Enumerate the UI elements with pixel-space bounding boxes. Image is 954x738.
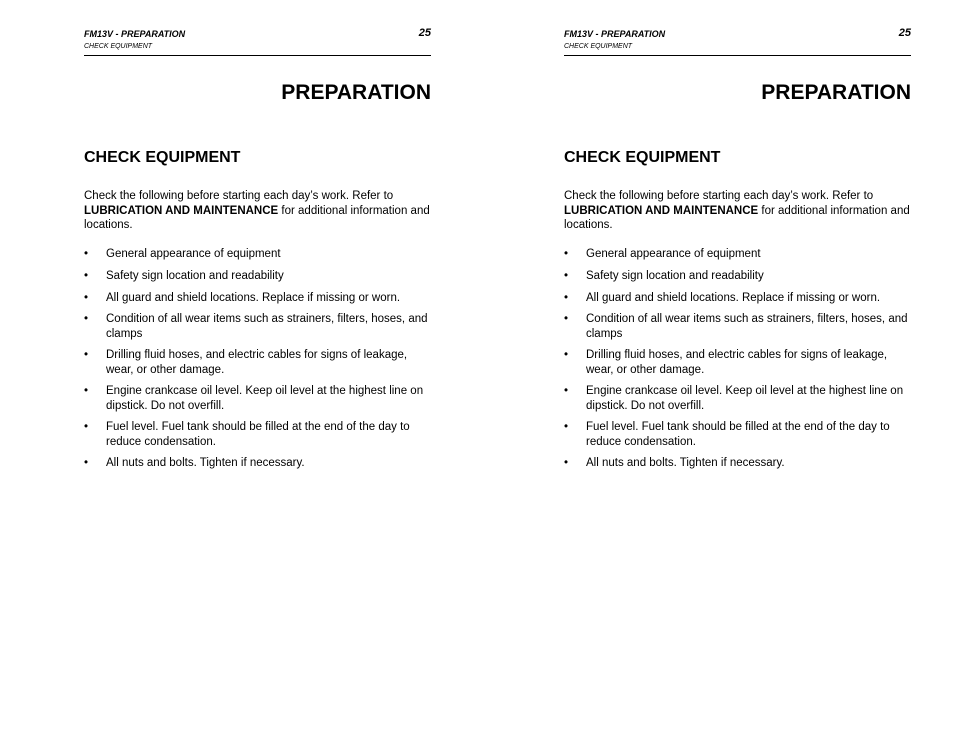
- checklist-item-text: Condition of all wear items such as strainers, filters, hoses, and clamps: [106, 313, 428, 340]
- bullet-icon: •: [564, 291, 569, 304]
- checklist-item: [564, 420, 911, 448]
- bullet-icon: •: [84, 248, 89, 260]
- checklist-item-text: Engine crankcase oil level. Keep oil level at the highest line on dipstick. Do not overfill.: [586, 385, 904, 412]
- bullet-icon: •: [84, 457, 89, 470]
- intro-text-start: Check the following before starting each day’s work. Refer to: [564, 190, 874, 202]
- checklist-item: [84, 247, 431, 261]
- checklist-item-text: All guard and shield locations. Replace if missing or worn.: [106, 291, 401, 304]
- page-number: 25: [418, 27, 431, 39]
- intro-text-start: Check the following before starting each day’s work. Refer to: [84, 190, 394, 202]
- section-title: CHECK EQUIPMENT: [84, 149, 241, 166]
- document-page-left: [84, 0, 431, 738]
- header-title: FM13V - PREPARATION: [84, 29, 186, 39]
- bullet-icon: •: [564, 421, 569, 434]
- checklist-item-text: Condition of all wear items such as strainers, filters, hoses, and clamps: [586, 313, 908, 340]
- checklist-item: [84, 312, 431, 340]
- intro-reference: LUBRICATION AND MAINTENANCE: [564, 204, 759, 217]
- checklist-item-text: Fuel level. Fuel tank should be filled at the end of the day to reduce condensation.: [106, 421, 410, 448]
- page-title: PREPARATION: [281, 81, 431, 104]
- page-title: PREPARATION: [761, 81, 911, 104]
- checklist-item: [84, 269, 431, 283]
- checklist-item-text: Engine crankcase oil level. Keep oil level at the highest line on dipstick. Do not overfill.: [106, 385, 424, 412]
- checklist-item-text: Drilling fluid hoses, and electric cables for signs of leakage, wear, or other damage.: [106, 349, 408, 376]
- intro-paragraph: [564, 189, 911, 233]
- checklist-item-text: All nuts and bolts. Tighten if necessary.: [106, 457, 305, 470]
- bullet-icon: •: [564, 248, 569, 260]
- intro-paragraph: [84, 189, 431, 233]
- page-number: 25: [898, 27, 911, 39]
- checklist-item: [564, 384, 911, 412]
- checklist-item: [564, 247, 911, 261]
- checklist-item: [564, 312, 911, 340]
- checklist-item-text: General appearance of equipment: [106, 248, 281, 260]
- section-title: CHECK EQUIPMENT: [564, 149, 721, 166]
- document-page-right: [564, 0, 911, 738]
- page-header: [564, 28, 911, 56]
- checklist-item-text: Fuel level. Fuel tank should be filled at the end of the day to reduce condensation.: [586, 421, 890, 448]
- intro-reference: LUBRICATION AND MAINTENANCE: [84, 204, 279, 217]
- bullet-icon: •: [84, 269, 89, 282]
- bullet-icon: •: [564, 269, 569, 282]
- checklist-item-text: Safety sign location and readability: [586, 269, 764, 282]
- checklist-item: [564, 269, 911, 283]
- checklist: [84, 247, 431, 478]
- bullet-icon: •: [84, 421, 89, 434]
- checklist: [564, 247, 911, 478]
- header-subtitle: CHECK EQUIPMENT: [84, 43, 153, 50]
- page-header: [84, 28, 431, 56]
- checklist-item-text: All guard and shield locations. Replace if missing or worn.: [586, 291, 881, 304]
- checklist-item: [84, 456, 431, 470]
- bullet-icon: •: [84, 349, 89, 362]
- bullet-icon: •: [564, 385, 569, 398]
- checklist-item: [564, 291, 911, 305]
- bullet-icon: •: [84, 385, 89, 398]
- bullet-icon: •: [84, 291, 89, 304]
- bullet-icon: •: [84, 313, 89, 326]
- checklist-item-text: Drilling fluid hoses, and electric cables for signs of leakage, wear, or other damage.: [586, 349, 888, 376]
- intro-text-end: for additional information and locations.: [564, 204, 910, 231]
- checklist-item: [84, 291, 431, 305]
- checklist-item: [84, 420, 431, 448]
- header-subtitle: CHECK EQUIPMENT: [564, 43, 633, 50]
- checklist-item: [84, 384, 431, 412]
- checklist-item-text: All nuts and bolts. Tighten if necessary.: [586, 457, 785, 470]
- bullet-icon: •: [564, 349, 569, 362]
- checklist-item: [564, 456, 911, 470]
- intro-text-end: for additional information and locations.: [84, 204, 430, 231]
- bullet-icon: •: [564, 457, 569, 470]
- checklist-item: [564, 348, 911, 376]
- header-title: FM13V - PREPARATION: [564, 29, 666, 39]
- checklist-item: [84, 348, 431, 376]
- checklist-item-text: Safety sign location and readability: [106, 269, 284, 282]
- bullet-icon: •: [564, 313, 569, 326]
- checklist-item-text: General appearance of equipment: [586, 248, 761, 260]
